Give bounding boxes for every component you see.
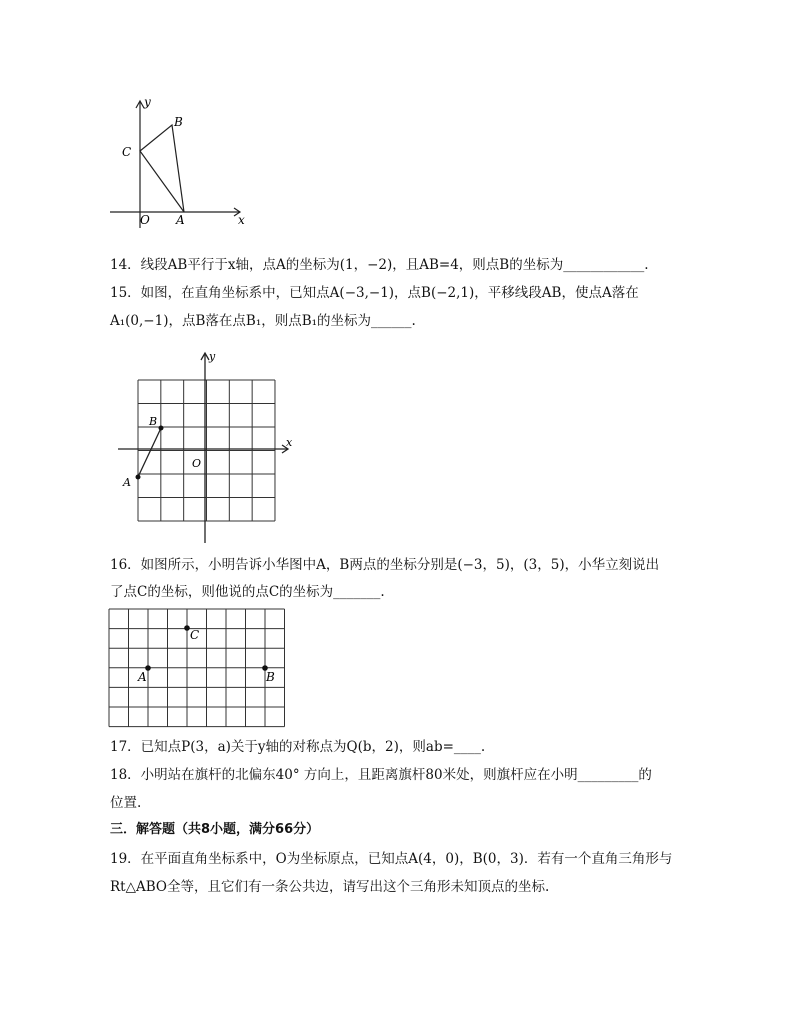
section-3-heading: 三．解答题（共8小题，满分66分） (110, 822, 320, 837)
question-18-line-2: 位置. (110, 795, 142, 811)
question-14: 14．线段AB平行于x轴，点A的坐标为(1，−2)，且AB=4，则点B的坐标为____________. (110, 257, 649, 273)
x-axis-label: x (286, 436, 293, 449)
question-18-line-1: 18．小明站在旗杆的北偏东40° 方向上，且距离旗杆80米处，则旗杆应在小明_________的 (110, 767, 652, 783)
question-17: 17．已知点P(3，a)关于y轴的对称点为Q(b，2)，则ab=____. (110, 739, 486, 755)
origin-label: O (140, 213, 150, 227)
segment-ab (138, 428, 161, 477)
point-a (136, 475, 141, 480)
grid-15 (138, 380, 275, 521)
question-19-line-1: 19．在平面直角坐标系中，O为坐标原点，已知点A(4，0)，B(0，3)．若有一个直角三角形与 (110, 851, 673, 867)
question-16-line-1: 16．如图所示，小明告诉小华图中A，B两点的坐标分别是(−3，5)，(3，5)，小华立刻说出 (110, 557, 660, 573)
point-c (184, 625, 190, 631)
point-a-label: A (176, 213, 185, 227)
point-b-label: B (266, 670, 275, 684)
question-15-line-1: 15．如图，在直角坐标系中，已知点A(−3,−1)，点B(−2,1)，平移线段AB，使点A落在 (110, 285, 639, 301)
y-axis-label: y (209, 350, 216, 363)
triangle-abc (140, 125, 184, 212)
point-a-label: A (138, 670, 147, 684)
question-15-line-2: A₁(0,−1)，点B落在点B₁，则点B₁的坐标为______. (110, 313, 416, 329)
figure-q16 (108, 608, 288, 730)
point-b-label: B (149, 415, 158, 428)
y-axis-label: y (144, 95, 151, 109)
figure-q15 (118, 348, 303, 543)
point-c-label: C (190, 628, 200, 642)
x-axis-label: x (238, 213, 245, 227)
figure-q13 (100, 88, 260, 233)
point-a-label: A (123, 476, 131, 489)
point-c-label: C (122, 145, 132, 159)
question-16-line-2: 了点C的坐标，则他说的点C的坐标为_______. (110, 584, 385, 600)
question-19-line-2: Rt△ABO全等，且它们有一条公共边，请写出这个三角形未知顶点的坐标. (110, 879, 550, 895)
grid-16 (109, 609, 285, 727)
origin-label: O (192, 457, 202, 470)
point-b-label: B (174, 115, 183, 129)
point-b (159, 426, 164, 431)
